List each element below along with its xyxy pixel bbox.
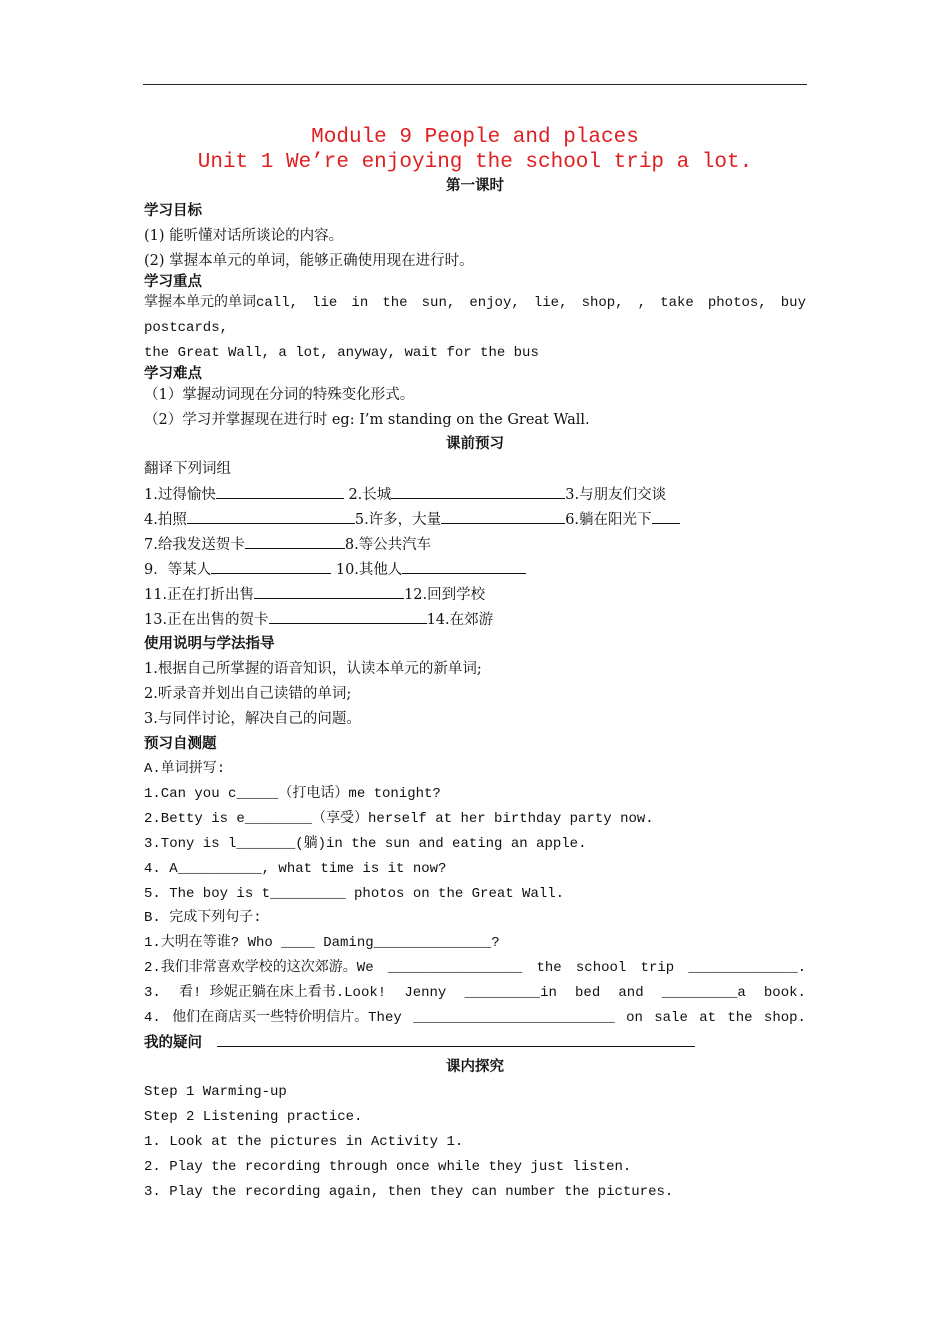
- module-title: Module 9 People and places: [311, 126, 639, 149]
- answer-blank[interactable]: [187, 507, 355, 524]
- preview-row: [144, 532, 806, 557]
- step-item: Step 2 Listening practice.: [144, 1109, 363, 1125]
- goal-item: (1) 能听懂对话所谈论的内容。: [144, 228, 344, 244]
- questions-blank[interactable]: [217, 1030, 695, 1047]
- difficulty-item: （2）学习并掌握现在进行时 eg: I’m standing on the Great Wall.: [144, 412, 590, 428]
- spelling-item: 3.Tony is l_______(躺)in the sun and eating an apple.: [144, 836, 587, 852]
- preview-instruction: 翻译下列词组: [144, 461, 231, 477]
- guidance-item: 1.根据自己所掌握的语音知识，认读本单元的新单词;: [144, 661, 482, 677]
- answer-blank[interactable]: [254, 582, 404, 599]
- guidance-item: 3.与同伴讨论，解决自己的问题。: [144, 711, 361, 727]
- sentence-item: 3. 看! 珍妮正躺在床上看书.Look! Jenny _________in bed and _________a book.: [144, 985, 806, 1001]
- spelling-item: 5. The boy is t_________ photos on the Great Wall.: [144, 886, 565, 902]
- preview-item: 12.回到学校: [404, 587, 486, 603]
- preview-item: 14.在郊游: [426, 612, 494, 628]
- preview-item: 13.正在出售的贺卡: [144, 612, 269, 628]
- preview-row: [144, 482, 806, 507]
- lesson-heading: 第一课时: [446, 178, 504, 194]
- preview-item: 7.给我发送贺卡: [144, 537, 245, 553]
- spelling-item: 4. A__________, what time is it now?: [144, 861, 447, 877]
- step-item: Step 1 Warming-up: [144, 1084, 287, 1100]
- answer-blank[interactable]: [391, 482, 565, 499]
- step-item: 2. Play the recording through once while they just listen.: [144, 1159, 632, 1175]
- questions-heading: 我的疑问: [144, 1035, 202, 1051]
- key-points-line: the Great Wall, a lot, anyway, wait for the bus: [144, 345, 539, 361]
- difficulties-heading: 学习难点: [144, 366, 202, 382]
- guidance-heading: 使用说明与学法指导: [144, 636, 275, 652]
- key-points-words: 掌握本单元的单词call, lie in the sun, enjoy, lie, shop, , take photos, buy: [144, 295, 806, 311]
- answer-blank[interactable]: [216, 482, 344, 499]
- preview-item: 8.等公共汽车: [344, 537, 432, 553]
- preview-item: 2.长城: [348, 487, 392, 503]
- answer-blank[interactable]: [402, 557, 526, 574]
- answer-blank[interactable]: [441, 507, 565, 524]
- preview-row: [144, 557, 806, 582]
- part-a-label: A.单词拼写:: [144, 761, 226, 777]
- preview-item: 5.许多，大量: [354, 512, 442, 528]
- preview-item: 1.过得愉快: [144, 487, 216, 503]
- answer-blank[interactable]: [652, 507, 680, 524]
- self-test-heading: 预习自测题: [144, 736, 217, 752]
- preview-row: [144, 582, 806, 607]
- preview-row: [144, 507, 806, 532]
- in-class-heading: 课内探究: [446, 1059, 504, 1075]
- goals-heading: 学习目标: [144, 203, 202, 219]
- key-points-heading: 学习重点: [144, 274, 202, 290]
- step-item: 3. Play the recording again, then they can number the pictures.: [144, 1184, 674, 1200]
- spelling-item: 1.Can you c_____（打电话）me tonight?: [144, 786, 441, 802]
- goal-item: (2) 掌握本单元的单词，能够正确使用现在进行时。: [144, 253, 474, 269]
- preview-heading: 课前预习: [446, 436, 504, 452]
- preview-row: [144, 607, 806, 632]
- answer-blank[interactable]: [269, 607, 427, 624]
- key-points-line: postcards,: [144, 320, 229, 336]
- guidance-item: 2.听录音并划出自己读错的单词;: [144, 686, 352, 702]
- preview-item: 4.拍照: [144, 512, 187, 528]
- step-item: 1. Look at the pictures in Activity 1.: [144, 1134, 464, 1150]
- header-rule: [143, 84, 807, 85]
- sentence-item: 2.我们非常喜欢学校的这次郊游。We ________________ the school trip _____________.: [144, 960, 806, 976]
- preview-item: 10.其他人: [335, 562, 403, 578]
- questions-row: [144, 1030, 806, 1055]
- preview-item: 9．等某人: [144, 562, 212, 578]
- preview-item: 3.与朋友们交谈: [565, 487, 667, 503]
- sentence-item: 1.大明在等谁? Who ____ Daming______________?: [144, 935, 500, 951]
- unit-title: Unit 1 We’re enjoying the school trip a lot.: [197, 151, 753, 174]
- preview-item: 11.正在打折出售: [144, 587, 255, 603]
- answer-blank[interactable]: [211, 557, 331, 574]
- answer-blank[interactable]: [245, 532, 345, 549]
- part-b-label: B. 完成下列句子:: [144, 910, 262, 926]
- preview-item: 6.躺在阳光下: [565, 512, 652, 528]
- difficulty-item: （1）掌握动词现在分词的特殊变化形式。: [144, 387, 415, 403]
- spelling-item: 2.Betty is e________（享受）herself at her birthday party now.: [144, 811, 654, 827]
- sentence-item: 4. 他们在商店买一些特价明信片。They ________________________ on sale at the shop.: [144, 1010, 806, 1026]
